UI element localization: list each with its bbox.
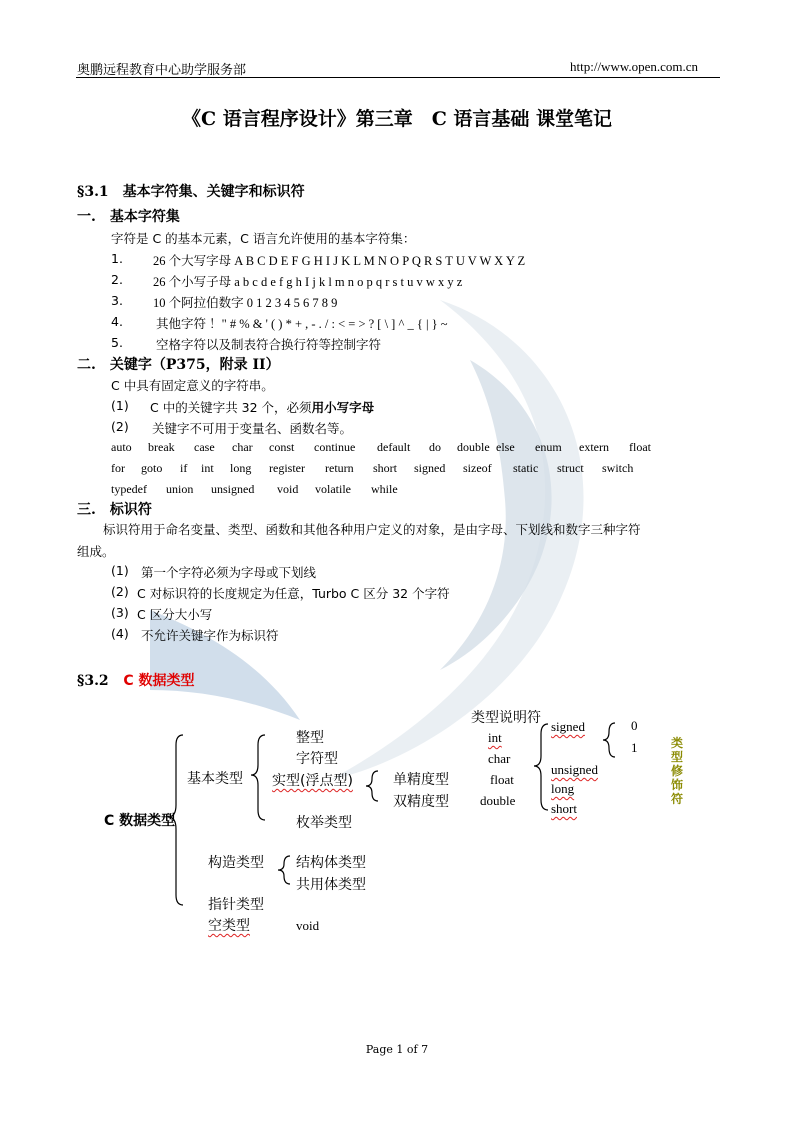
diagram-enum-type: 枚举类型 <box>296 815 352 831</box>
diagram-pointer-type: 指针类型 <box>208 897 264 913</box>
keyword: volatile <box>315 482 351 496</box>
keyword: goto <box>141 461 163 475</box>
part3-item-text: 第一个字符必须为字母或下划线 <box>141 565 317 580</box>
diagram-single-type: 单精度型 <box>393 772 449 788</box>
diagram-modifier-item: short <box>551 801 577 816</box>
part1-item-num: 4. <box>111 314 123 329</box>
keyword: sizeof <box>463 461 492 475</box>
keyword: long <box>230 461 252 475</box>
keyword: signed <box>414 461 446 475</box>
diagram-spec-item: int <box>488 730 502 745</box>
keyword: unsigned <box>211 482 255 496</box>
construct-brace <box>278 856 290 884</box>
keyword: case <box>194 440 215 454</box>
part1-item-text: 26 个大写字母 A B C D E F G H I J K L M N O P Q R S T U V W X Y Z <box>153 254 526 268</box>
keyword: continue <box>314 440 356 454</box>
keyword: short <box>373 461 397 475</box>
header-right: http://www.open.com.cn <box>570 59 699 74</box>
keyword: struct <box>557 461 584 475</box>
keyword: static <box>513 461 539 475</box>
keyword: char <box>232 440 253 454</box>
part3-item-text: C 对标识符的长度规定为任意，Turbo C 区分 32 个字符 <box>137 586 450 601</box>
diagram-double-type: 双精度型 <box>393 794 449 810</box>
part1-item-text: 10 个阿拉伯数字 0 1 2 3 4 5 6 7 8 9 <box>153 296 338 310</box>
spec-brace <box>534 724 548 810</box>
part1-heading: 一. 基本字符集 <box>77 209 180 225</box>
keyword: union <box>166 482 194 496</box>
diagram-real-type: 实型(浮点型) <box>272 773 353 789</box>
diagram-char-type: 字符型 <box>296 751 338 767</box>
part3-item-num: (2) <box>111 584 129 599</box>
keyword: void <box>277 482 299 496</box>
diagram-bit-value: 0 <box>631 718 638 733</box>
diagram-spec-item: char <box>488 751 511 766</box>
part3-item-num: (4) <box>111 626 129 641</box>
keyword: enum <box>535 440 562 454</box>
keyword: auto <box>111 440 132 454</box>
signed-brace <box>603 723 615 757</box>
diagram-modifier-label: 类型修饰符 <box>670 736 683 806</box>
diagram-int-type: 整型 <box>296 730 324 746</box>
keyword: register <box>269 461 305 475</box>
part1-item-num: 5. <box>111 335 123 350</box>
keyword: const <box>269 440 295 454</box>
keyword: typedef <box>111 482 147 496</box>
part3-item-text: C 区分大小写 <box>137 607 213 622</box>
part1-item-num: 1. <box>111 251 123 266</box>
keyword: int <box>201 461 214 475</box>
part1-item-text: 26 个小写子母 a b c d e f g h I j k l m n o p q r s t u v w x y z <box>153 275 463 289</box>
page-footer: Page 1 of 7 <box>365 1043 429 1056</box>
part3-paragraph-line2: 组成。 <box>77 544 115 559</box>
section-3-2-prefix: §3.2 <box>77 673 109 689</box>
diagram-modifier-item: signed <box>551 719 585 734</box>
part2-item-num: (2) <box>111 419 129 434</box>
part3-item-text: 不允许关键字作为标识符 <box>141 628 279 643</box>
keyword: if <box>180 461 188 475</box>
part2-item-text: 关键字不可用于变量名、函数名等。 <box>152 421 353 436</box>
keyword: default <box>377 440 411 454</box>
part3-paragraph-line1: 标识符用于命名变量、类型、函数和其他各种用户定义的对象，是由字母、下划线和数字三种字符 <box>103 522 641 537</box>
diagram-basic-type: 基本类型 <box>187 771 243 787</box>
diagram-void-keyword: void <box>296 918 320 933</box>
diagram-spec-title: 类型说明符 <box>471 710 541 726</box>
page-title: 《C 语言程序设计》第三章 C 语言基础 课堂笔记 <box>181 108 613 130</box>
header-left: 奥鹏远程教育中心助学服务部 <box>77 63 247 78</box>
part2-item-num: (1) <box>111 398 129 413</box>
keyword: float <box>629 440 651 454</box>
part2-heading: 二. 关键字（P375，附录 II） <box>77 357 280 373</box>
part3-item-num: (3) <box>111 605 129 620</box>
section-3-1-heading: §3.1 基本字符集、关键字和标识符 <box>77 184 305 200</box>
section-3-2-label: C 数据类型 <box>123 673 195 689</box>
part1-item-text: 空格字符以及制表符合换行符等控制字符 <box>156 337 382 352</box>
keyword: break <box>148 440 175 454</box>
part1-item-num: 3. <box>111 293 123 308</box>
part1-item-text: 其他字符 ！" # % & ' ( ) * + , - . / : < = > ? [ \ ] ^ _ { | } ~ <box>156 317 448 331</box>
diagram-spec-item: float <box>490 772 514 787</box>
part2-item-text: C 中的关键字共 32 个，必须用小写字母 <box>150 400 375 415</box>
basic-brace <box>251 735 265 820</box>
part2-intro: C 中具有固定意义的字符串。 <box>111 378 274 393</box>
part1-item-num: 2. <box>111 272 123 287</box>
diagram-union-type: 共用体类型 <box>296 877 366 893</box>
real-brace <box>366 771 378 801</box>
part1-intro: 字符是 C 的基本元素，C 语言允许使用的基本字符集： <box>111 231 416 246</box>
diagram-modifier-item: unsigned <box>551 762 598 777</box>
diagram-construct-type: 构造类型 <box>208 855 264 871</box>
diagram-modifier-item: long <box>551 781 575 796</box>
keyword: else <box>496 440 515 454</box>
keyword: while <box>371 482 398 496</box>
diagram-root-label: C 数据类型 <box>104 813 176 829</box>
diagram-bit-value: 1 <box>631 740 638 755</box>
part3-item-num: (1) <box>111 563 129 578</box>
keyword: for <box>111 461 125 475</box>
diagram-spec-item: double <box>480 793 516 808</box>
keyword: double <box>457 440 490 454</box>
diagram-struct-type: 结构体类型 <box>296 855 366 871</box>
keyword: do <box>429 440 441 454</box>
keyword: switch <box>602 461 634 475</box>
part3-heading: 三. 标识符 <box>77 502 152 518</box>
keyword: extern <box>579 440 609 454</box>
diagram-void-type: 空类型 <box>208 918 250 934</box>
keyword: return <box>325 461 354 475</box>
